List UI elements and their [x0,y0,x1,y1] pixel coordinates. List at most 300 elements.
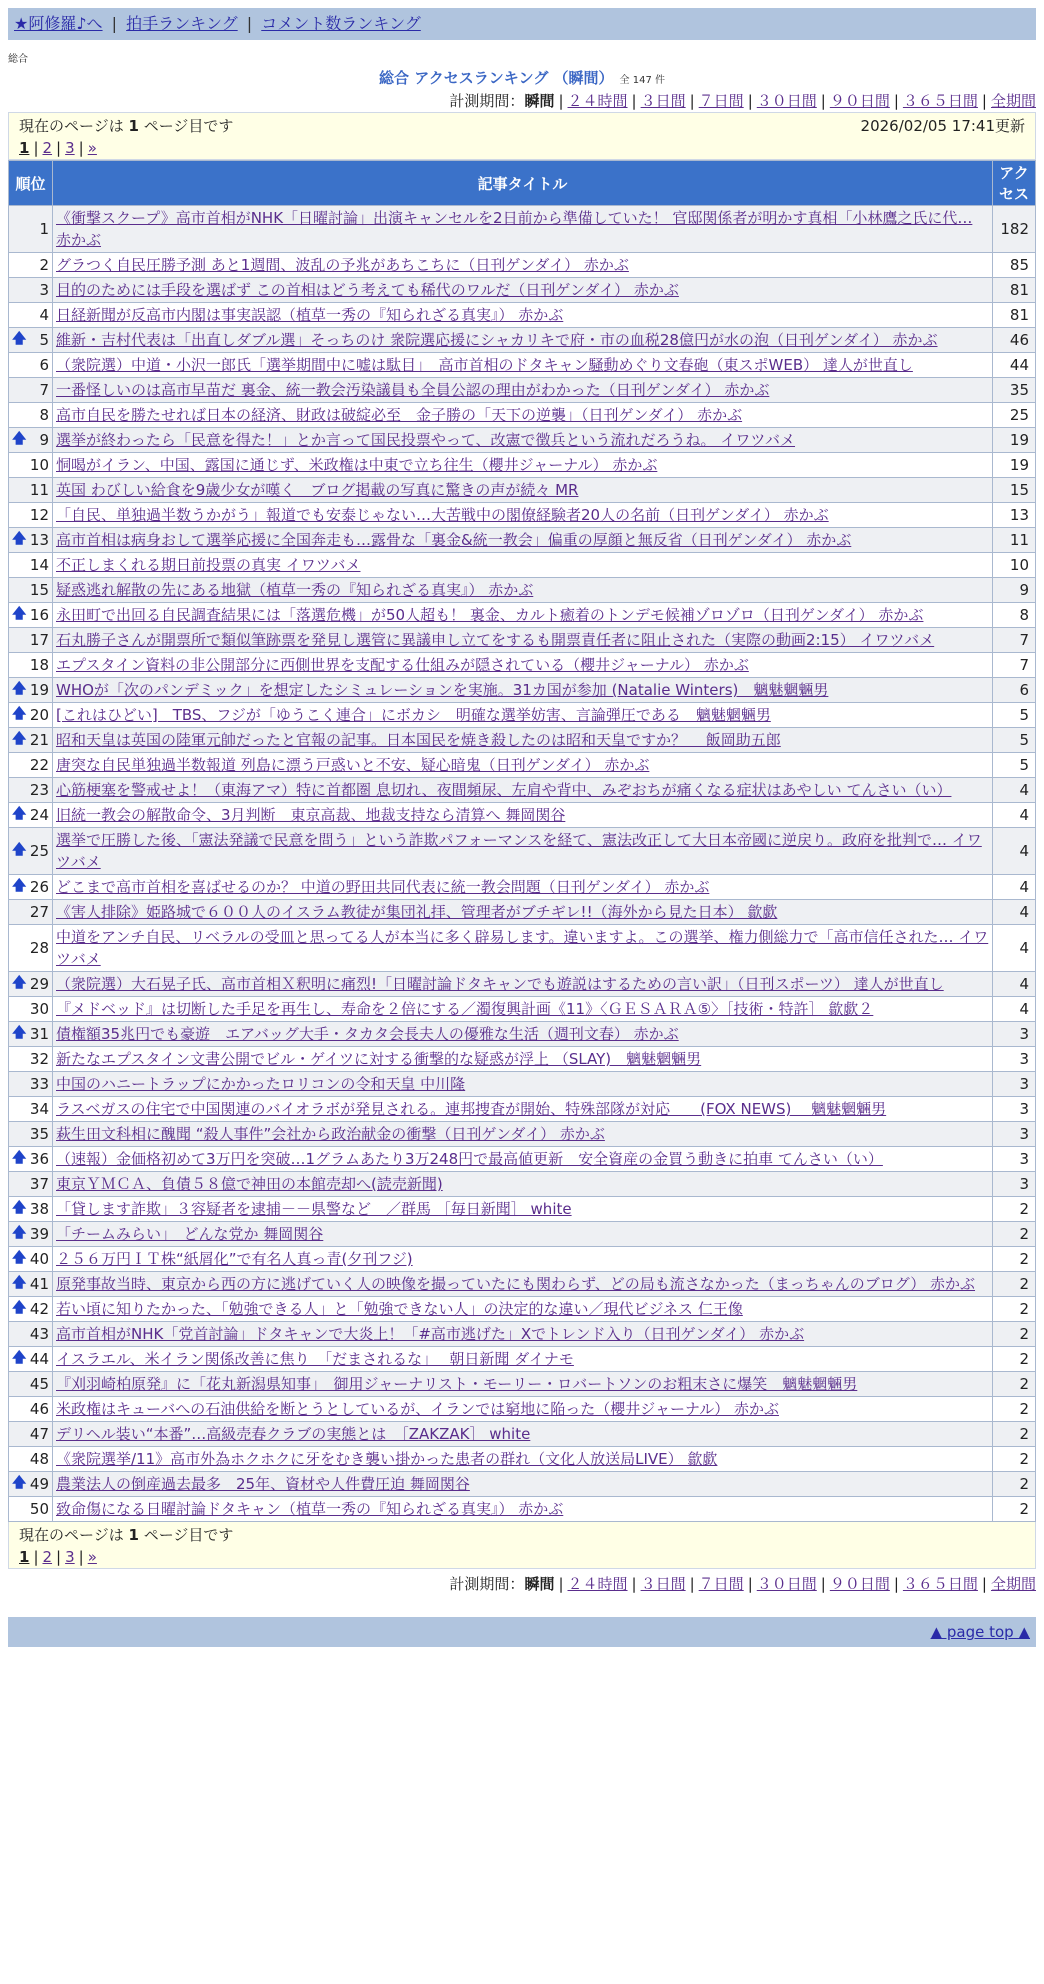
table-row [9,303,1036,328]
rank-cell [9,753,53,778]
rank-cell [9,1172,53,1197]
access-count: 15 [993,478,1036,503]
title-cell [53,972,993,997]
title-cell [53,778,993,803]
article-link[interactable]: ２５６万円ＩＴ株“紙屑化”で有名人真っ青(夕刊フジ) [56,1250,413,1268]
access-count: 3 [993,1147,1036,1172]
access-count: 2 [993,1422,1036,1447]
rank-cell [9,1322,53,1347]
article-link[interactable]: グラつく自民圧勝予測 あと1週間、波乱の予兆があちこちに（日刊ゲンダイ） 赤かぶ [56,256,629,274]
article-link[interactable]: 「貸します詐欺」３容疑者を逮捕－－県警など ／群馬 ［毎日新聞］ white [56,1200,572,1218]
rank-number: 41 [29,1275,49,1293]
table-row [9,1222,1036,1247]
title-cell [53,1222,993,1247]
article-link[interactable]: 《衆院選挙/11》高市外為ホクホクに牙をむき襲い掛かった患者の群れ（文化人放送局LIVE） 歙歔 [56,1450,718,1468]
title-cell [53,1397,993,1422]
period-separator: | [820,1575,826,1593]
title-cell [53,803,993,828]
article-link[interactable]: ラスベガスの住宅で中国関連のバイオラボが発見される。連邦捜査が開始、特殊部隊が対応 (FOX NEWS) 魑魅魍魎男 [56,1100,887,1118]
table-row [9,1472,1036,1497]
title-cell [53,753,993,778]
rank-cell [9,703,53,728]
up-arrow-icon: 🡅 [12,975,27,991]
article-link[interactable]: 昭和天皇は英国の陸軍元帥だったと官報の記事。日本国民を焼き殺したのは昭和天皇ですか？ 飯岡助五郎 [56,731,781,749]
rank-cell [9,553,53,578]
table-row [9,428,1036,453]
period-separator: | [820,92,826,110]
table-row [9,1447,1036,1472]
article-link[interactable]: 東京ＹＭＣＡ、負債５８億で神田の本館売却へ(読売新聞) [56,1175,443,1193]
pager-separator: | [33,139,39,157]
period-separator: | [981,92,987,110]
article-link[interactable]: 「自民、単独過半数うかがう」報道でも安泰じゃない…大苦戦中の閣僚経験者20人の名前（日刊ゲンダイ） 赤かぶ [56,506,829,524]
table-row [9,1397,1036,1422]
up-arrow-icon: 🡅 [12,806,27,822]
up-arrow-icon: 🡅 [12,606,27,622]
access-count: 11 [993,528,1036,553]
table-row [9,1072,1036,1097]
title-cell [53,1472,993,1497]
up-arrow-icon: 🡅 [12,1275,27,1291]
article-link[interactable]: （速報）金価格初めて3万円を突破…1グラムあたり3万248円で最高値更新 安全資産の金買う動きに拍車 てんさい（い） [56,1150,883,1168]
table-row [9,653,1036,678]
access-count: 5 [993,753,1036,778]
rank-number: 20 [29,706,49,724]
pager-page-link[interactable]: 3 [65,139,75,157]
rank-number: 5 [39,331,49,349]
table-row [9,278,1036,303]
period-link[interactable]: ７日間 [698,92,744,110]
title-cell [53,578,993,603]
access-count: 2 [993,1472,1036,1497]
article-link[interactable]: 債権額35兆円でも豪遊 エアバッグ大手・タカタ会長夫人の優雅な生活（週刊文春） 赤かぶ [56,1025,679,1043]
article-link[interactable]: 永田町で出回る自民調査結果には「落選危機」が50人超も！ 裏金、カルト癒着のトンデモ候補ゾロゾロ（日刊ゲンダイ） 赤かぶ [56,606,924,624]
up-arrow-icon: 🡅 [12,842,27,858]
access-count: 9 [993,578,1036,603]
title-cell [53,1422,993,1447]
rank-number: 6 [39,356,49,374]
pager-page-link[interactable]: 3 [65,1548,75,1566]
article-link[interactable]: 旧統一教会の解散命令、3月判断 東京高裁、地裁支持なら清算へ 舞岡関谷 [56,806,566,824]
ranking-table [8,160,1036,1522]
rank-number: 14 [29,556,49,574]
article-link[interactable]: [これはひどい] TBS、フジが「ゆうこく連合」にボカシ 明確な選挙妨害、言論弾圧である 魑魅魍魎男 [56,706,771,724]
rank-cell [9,778,53,803]
table-row [9,1497,1036,1522]
rank-cell [9,353,53,378]
page-top-link[interactable]: ▲ page top ▲ [930,1623,1030,1641]
article-link[interactable]: 『メドベッド』は切断した手足を再生し、寿命を２倍にする／濁復興計画《11》〈ＧＥＳＡＲＡ⑤〉［技術・特許］ 歙歔２ [56,1000,874,1018]
period-link[interactable]: ３日間 [640,92,686,110]
rank-number: 37 [29,1175,49,1193]
rank-cell [9,278,53,303]
title-cell [53,453,993,478]
article-link[interactable]: 心筋梗塞を警戒せよ！（東海アマ）特に首都圏 息切れ、夜間頻尿、左肩や背中、みぞおちが痛くなる症状はあやしい てんさい（い） [56,781,952,799]
title-cell [53,1022,993,1047]
rank-cell [9,1097,53,1122]
rank-cell [9,578,53,603]
article-link[interactable]: 英国 わびしい給食を9歳少女が嘆く ブログ掲載の写真に驚きの声が続々 MR [56,481,579,499]
table-row [9,728,1036,753]
period-separator: | [631,92,637,110]
article-link[interactable]: デリヘル装い“本番”…高級売春クラブの実態とは ［ZAKZAK］ white [56,1425,531,1443]
rank-number: 4 [39,306,49,324]
article-link[interactable]: 原発事故当時、東京から西の方に逃げていく人の映像を撮っていたにも関わらず、どの局も流さなかった（まっちゃんのブログ） 赤かぶ [56,1275,976,1293]
article-link[interactable]: 高市自民を勝たせれば日本の経済、財政は破綻必至 金子勝の「天下の逆襲」（日刊ゲンダイ） 赤かぶ [56,406,743,424]
article-link[interactable]: 新たなエプスタイン文書公開でビル・ゲイツに対する衝撃的な疑惑が浮上 （SLAY) 魑魅魍魎男 [56,1050,702,1068]
rank-number: 29 [29,975,49,993]
table-row [9,628,1036,653]
period-separator: | [631,1575,637,1593]
article-link[interactable]: 目的のためには手段を選ばず この首相はどう考えても稀代のワルだ（日刊ゲンダイ） 赤かぶ [56,281,679,299]
period-separator: | [893,92,899,110]
rank-cell [9,828,53,875]
access-count: 2 [993,1322,1036,1347]
period-link[interactable]: ３０日間 [756,1575,817,1593]
rank-cell [9,997,53,1022]
rank-number: 19 [29,681,49,699]
home-link[interactable]: ★阿修羅♪へ [14,14,103,33]
period-label: 計測期間： [449,1575,525,1593]
rank-cell [9,678,53,703]
access-count: 5 [993,728,1036,753]
article-link[interactable]: WHOが「次のパンデミック」を想定したシミュレーションを実施。31カ国が参加 (Natalie Winters) 魑魅魍魎男 [56,681,829,699]
period-link[interactable]: 全期間 [990,92,1036,110]
up-arrow-icon: 🡅 [12,531,27,547]
rank-cell [9,428,53,453]
period-link[interactable]: ３日間 [640,1575,686,1593]
rank-number: 30 [29,1000,49,1018]
rank-number: 46 [29,1400,49,1418]
up-arrow-icon: 🡅 [12,1250,27,1266]
rank-cell [9,728,53,753]
rank-number: 38 [29,1200,49,1218]
rank-cell [9,478,53,503]
access-count: 35 [993,378,1036,403]
table-row [9,1097,1036,1122]
rank-number: 3 [39,281,49,299]
article-link[interactable]: 選挙が終わったら「民意を得た！」とか言って国民投票やって、改憲で徴兵という流れだろうね。 イワツバメ [56,431,796,449]
access-count: 3 [993,1122,1036,1147]
top-nav-bar [8,8,1036,40]
title-cell [53,1072,993,1097]
table-row [9,1372,1036,1397]
table-row [9,1047,1036,1072]
table-row [9,453,1036,478]
table-row [9,1022,1036,1047]
access-count: 3 [993,1072,1036,1097]
access-count: 4 [993,778,1036,803]
period-link[interactable]: ９０日間 [829,1575,890,1593]
rank-number: 15 [29,581,49,599]
access-count: 5 [993,703,1036,728]
up-arrow-icon: 🡅 [12,1225,27,1241]
table-row [9,972,1036,997]
title-cell [53,1497,993,1522]
article-link[interactable]: 米政権はキューバへの石油供給を断とうとしているが、イランでは窮地に陥った（櫻井ジャーナル） 赤かぶ [56,1400,779,1418]
article-link[interactable]: 『刈羽崎柏原発』に「花丸新潟県知事」 御用ジャーナリスト・モーリー・ロバートソンのお粗末さに爆笑 魑魅魍魎男 [56,1375,858,1393]
rank-number: 47 [29,1425,49,1443]
period-link[interactable]: ２４時間 [567,92,628,110]
period-separator: | [747,92,753,110]
period-separator: | [558,1575,564,1593]
rank-number: 39 [29,1225,49,1243]
article-link[interactable]: エプスタイン資料の非公開部分に西側世界を支配する仕組みが隠されている（櫻井ジャーナル） 赤かぶ [56,656,749,674]
title-cell [53,997,993,1022]
up-arrow-icon: 🡅 [12,681,27,697]
title-cell [53,678,993,703]
rank-cell [9,253,53,278]
rank-number: 34 [29,1100,49,1118]
rank-number: 48 [29,1450,49,1468]
period-link[interactable]: 全期間 [990,1575,1036,1593]
article-link[interactable]: 疑惑逃れ解散の先にある地獄（植草一秀の『知られざる真実』） 赤かぶ [56,581,534,599]
access-count: 2 [993,1247,1036,1272]
article-link[interactable]: 致命傷になる日曜討論ドタキャン（植草一秀の『知られざる真実』） 赤かぶ [56,1500,564,1518]
table-row [9,753,1036,778]
period-label: 計測期間： [449,92,525,110]
table-row [9,206,1036,253]
up-arrow-icon: 🡅 [12,1300,27,1316]
article-link[interactable]: 中道をアンチ自民、リベラルの受皿と思ってる人が本当に多く辟易します。違いますよ。この選挙、権力側総力で「高市信任された… イワツバメ [56,928,989,968]
article-link[interactable]: イスラエル、米イラン関係改善に焦り 「だまされるな」 朝日新聞 ダイナモ [56,1350,574,1368]
title-cell [53,728,993,753]
title-cell [53,1172,993,1197]
access-count: 19 [993,453,1036,478]
comment-ranking-link[interactable]: コメント数ランキング [261,14,421,33]
rank-cell [9,1347,53,1372]
rank-number: 9 [39,431,49,449]
rank-number: 50 [29,1500,49,1518]
up-arrow-icon: 🡅 [12,731,27,747]
period-link[interactable]: ３６５日間 [902,92,978,110]
access-count: 8 [993,603,1036,628]
access-count: 3 [993,1097,1036,1122]
table-row [9,1322,1036,1347]
rank-number: 16 [29,606,49,624]
table-row [9,803,1036,828]
pager-separator: | [78,139,84,157]
up-arrow-icon: 🡅 [12,431,27,447]
updated-timestamp: 2026/02/05 17:41更新 [860,117,1025,135]
rank-cell [9,503,53,528]
rank-number: 21 [29,731,49,749]
title-cell [53,1322,993,1347]
article-link[interactable]: （衆院選）中道・小沢一郎氏「選挙期間中に嘘は駄目」 高市首相のドタキャン騒動めぐり文春砲（東スポWEB） 達人が世直し [56,356,913,374]
article-link[interactable]: 唐突な自民単独過半数報道 列島に漂う戸惑いと不安、疑心暗鬼（日刊ゲンダイ） 赤かぶ [56,756,650,774]
rank-cell [9,206,53,253]
pager-next-link[interactable]: » [87,139,97,157]
table-row [9,1272,1036,1297]
access-count: 85 [993,253,1036,278]
access-header: アクセス [993,161,1036,206]
nav-separator: | [111,14,118,33]
rank-cell [9,403,53,428]
rank-number: 32 [29,1050,49,1068]
bottom-bar [8,1617,1036,1647]
up-arrow-icon: 🡅 [12,878,27,894]
rank-number: 26 [29,878,49,896]
period-separator: | [689,1575,695,1593]
table-row [9,1197,1036,1222]
period-link[interactable]: ３６５日間 [902,1575,978,1593]
article-link[interactable]: 「チームみらい」 どんな党か 舞岡関谷 [56,1225,324,1243]
rank-cell [9,1397,53,1422]
period-separator: | [689,92,695,110]
rank-cell [9,1497,53,1522]
rank-cell [9,925,53,972]
access-count: 4 [993,803,1036,828]
access-count: 4 [993,997,1036,1022]
rank-cell [9,972,53,997]
up-arrow-icon: 🡅 [12,331,27,347]
article-link[interactable]: 維新・吉村代表は「出直しダブル選」そっちのけ 衆院選応援にシャカリキで府・市の血税28億円が水の泡（日刊ゲンダイ） 赤かぶ [56,331,938,349]
article-link[interactable]: 農業法人の倒産過去最多 25年、資材や人件費圧迫 舞岡関谷 [56,1475,470,1493]
up-arrow-icon: 🡅 [12,1150,27,1166]
table-row [9,403,1036,428]
rank-cell [9,1072,53,1097]
rank-cell [9,628,53,653]
rank-header: 順位 [9,161,53,206]
rank-number: 24 [29,806,49,824]
article-link[interactable]: 恫喝がイラン、中国、露国に通じず、米政権は中東で立ち往生（櫻井ジャーナル） 赤かぶ [56,456,658,474]
access-count: 6 [993,678,1036,703]
title-cell [53,403,993,428]
up-arrow-icon: 🡅 [12,1025,27,1041]
access-count: 2 [993,1347,1036,1372]
rank-cell [9,1472,53,1497]
pager-next-link[interactable]: » [87,1548,97,1566]
table-row [9,1297,1036,1322]
rank-cell [9,528,53,553]
table-row [9,378,1036,403]
page-title: 総合 アクセスランキング （瞬間） [379,69,614,87]
rank-number: 7 [39,381,49,399]
rank-cell [9,1272,53,1297]
period-link[interactable]: ９０日間 [829,92,890,110]
rank-number: 27 [29,903,49,921]
title-cell [53,925,993,972]
title-cell [53,828,993,875]
article-link[interactable]: 選挙で圧勝した後、「憲法発議で民意を問う」という詐欺パフォーマンスを経て、憲法改正して大日本帝國に逆戻り。政府を批判で… イワツバメ [56,831,982,871]
table-row [9,1147,1036,1172]
rank-number: 35 [29,1125,49,1143]
period-link[interactable]: ２４時間 [567,1575,628,1593]
title-cell [53,378,993,403]
title-cell [53,628,993,653]
rank-number: 49 [29,1475,49,1493]
up-arrow-icon: 🡅 [12,1200,27,1216]
access-count: 10 [993,553,1036,578]
access-count: 3 [993,1172,1036,1197]
article-link[interactable]: どこまで高市首相を喜ばせるのか？ 中道の野田共同代表に統一教会問題（日刊ゲンダイ） 赤かぶ [56,878,710,896]
article-link[interactable]: 日経新聞が反高市内閣は事実誤認（植草一秀の『知られざる真実』） 赤かぶ [56,306,564,324]
period-selector-top [8,90,1036,112]
rank-number: 8 [39,406,49,424]
table-row [9,703,1036,728]
article-link[interactable]: 《害人排除》姫路城で６００人のイスラム教徒が集団礼拝、管理者がブチギレ!!（海外から見た日本） 歙歔 [56,903,778,921]
article-link[interactable]: 《衝撃スクープ》高市首相がNHK「日曜討論」出演キャンセルを2日前から準備していた！ 官邸関係者が明かす真相「小林鷹之氏に代… 赤かぶ [56,209,973,249]
article-link[interactable]: 高市首相は病身おして選挙応援に全国奔走も…露骨な「裏金&統一教会」偏重の厚顔と無反省（日刊ゲンダイ） 赤かぶ [56,531,852,549]
period-link[interactable]: ７日間 [698,1575,744,1593]
period-separator: | [558,92,564,110]
rank-cell [9,1247,53,1272]
article-link[interactable]: 中国のハニートラップにかかったロリコンの令和天皇 中川隆 [56,1075,466,1093]
period-separator: | [747,1575,753,1593]
period-current: 瞬間 [524,92,555,110]
pager-current: 1 [19,139,30,157]
title-cell [53,1347,993,1372]
title-cell [53,253,993,278]
rank-number: 22 [29,756,49,774]
title-cell [53,1147,993,1172]
article-link[interactable]: 若い頃に知りたかった、「勉強できる人」と「勉強できない人」の決定的な違い／現代ビジネス 仁王像 [56,1300,743,1318]
article-link[interactable]: 石丸勝子さんが開票所で類似筆跡票を発見し選管に異議申し立てをするも開票責任者に阻止された（実際の動画2:15） イワツバメ [56,631,935,649]
pager-current: 1 [19,1548,30,1566]
article-link[interactable]: （衆院選）大石晃子氏、高市首相Ｘ釈明に痛烈!「日曜討論ドタキャンでも遊説はするための言い訳」（日刊スポーツ） 達人が世直し [56,975,944,993]
article-link[interactable]: 高市首相がNHK「党首討論」ドタキャンで大炎上！「#高市逃げた」Xでトレンド入り（日刊ゲンダイ） 赤かぶ [56,1325,805,1343]
rank-cell [9,1122,53,1147]
title-cell [53,1122,993,1147]
pager-separator: | [56,1548,62,1566]
title-cell [53,1447,993,1472]
pager-page-link[interactable]: 2 [42,1548,53,1566]
table-row [9,678,1036,703]
access-count: 7 [993,653,1036,678]
access-count: 4 [993,900,1036,925]
table-row [9,603,1036,628]
table-row [9,253,1036,278]
title-cell [53,1197,993,1222]
title-cell [53,1247,993,1272]
rank-number: 45 [29,1375,49,1393]
table-row [9,925,1036,972]
table-row [9,900,1036,925]
article-link[interactable]: 不正しまくれる期日前投票の真実 イワツバメ [56,556,361,574]
access-count: 13 [993,503,1036,528]
access-count: 2 [993,1297,1036,1322]
rank-cell [9,875,53,900]
table-row [9,1122,1036,1147]
title-cell [53,503,993,528]
pager-separator: | [78,1548,84,1566]
article-link[interactable]: 萩生田文科相に醜聞 “殺人事件”会社から政治献金の衝撃（日刊ゲンダイ） 赤かぶ [56,1125,605,1143]
rank-number: 33 [29,1075,49,1093]
rank-number: 43 [29,1325,49,1343]
rank-number: 40 [29,1250,49,1268]
rank-cell [9,653,53,678]
rank-number: 2 [39,256,49,274]
access-count: 4 [993,828,1036,875]
period-link[interactable]: ３０日間 [756,92,817,110]
rank-cell [9,1047,53,1072]
rank-cell [9,603,53,628]
rank-cell [9,1447,53,1472]
pager-page-link[interactable]: 2 [42,139,53,157]
title-cell [53,653,993,678]
title-cell [53,1297,993,1322]
access-count: 81 [993,278,1036,303]
table-row [9,553,1036,578]
rank-number: 11 [29,481,49,499]
table-row [9,1347,1036,1372]
table-row [9,503,1036,528]
nav-separator: | [246,14,253,33]
title-cell [53,328,993,353]
access-count: 2 [993,1497,1036,1522]
clap-ranking-link[interactable]: 拍手ランキング [126,14,238,33]
article-link[interactable]: 一番怪しいのは高市早苗だ 裏金、統一教会汚染議員も全員公認の理由がわかった（日刊ゲンダイ） 赤かぶ [56,381,770,399]
